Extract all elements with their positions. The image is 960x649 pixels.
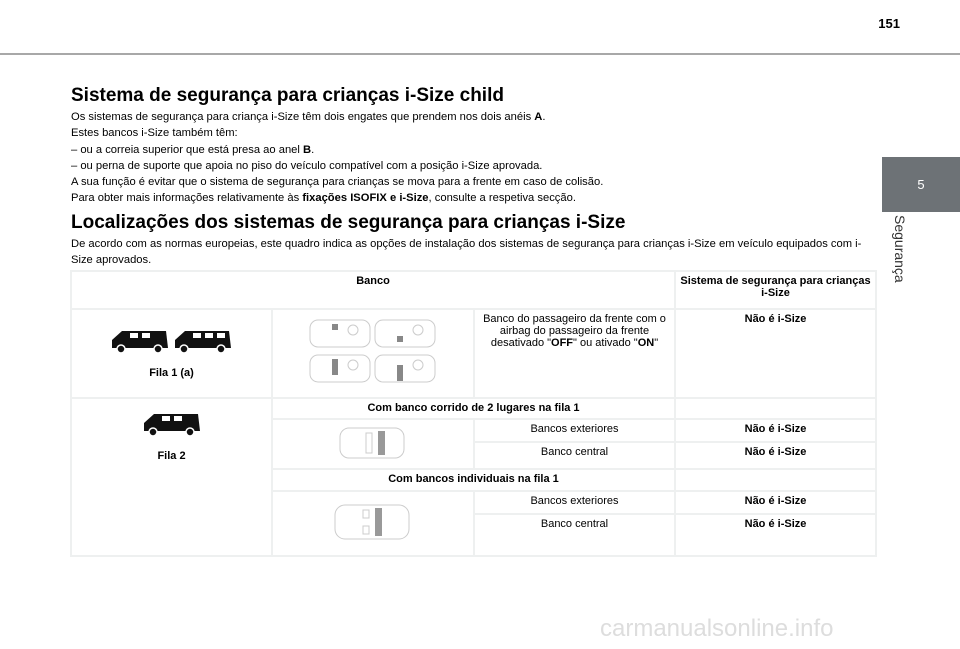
body-line: – ou a correia superior que está presa ao anel B. (71, 143, 315, 156)
isize-value: Não é i-Size (675, 491, 876, 514)
isize-value: Não é i-Size (675, 514, 876, 556)
section-title: Sistema de segurança para crianças i-Size child (71, 85, 504, 106)
section-title: Localizações dos sistemas de segurança para crianças i-Size (71, 212, 626, 233)
body-line: A sua função é evitar que o sistema de segurança para crianças se mova para a frente em caso de colisão. (71, 176, 604, 189)
seat-diagrams (272, 309, 474, 398)
page-number: 151 (878, 16, 900, 31)
row-label: Fila 1 (a) (149, 367, 194, 379)
body-line: Estes bancos i-Size também têm: (71, 127, 238, 140)
isize-value: Não é i-Size (675, 442, 876, 469)
body-line: Para obter mais informações relativamente às fixações ISOFIX e i-Size, consulte a respetiva secção. (71, 192, 576, 205)
empty-cell (675, 469, 876, 491)
body-line: Os sistemas de segurança para criança i-Size têm dois engates que prendem nos dois anéis A. (71, 111, 546, 123)
empty-cell (675, 398, 876, 419)
row1-label-cell (71, 309, 272, 398)
body-line: – ou perna de suporte que apoia no piso do veículo compatível com a posição i-Size aprovada. (71, 159, 543, 172)
header-seat: Banco (71, 271, 675, 309)
isize-value: Não é i-Size (675, 309, 876, 398)
isize-value: Não é i-Size (675, 419, 876, 442)
bench-seat-diagram (272, 419, 474, 469)
isize-table (70, 270, 877, 557)
van-icons (76, 328, 267, 357)
header-divider (0, 53, 960, 55)
van-icon (110, 328, 170, 354)
header-system: Sistema de segurança para crianças i-Size (675, 271, 876, 309)
watermark: carmanualsonline.info (600, 615, 834, 642)
group-title: Com banco corrido de 2 lugares na fila 1 (272, 398, 675, 419)
van-icon (173, 328, 233, 354)
section-body (71, 109, 871, 207)
seat-layout-diagram (308, 317, 438, 387)
seat-name: Banco central (474, 514, 675, 556)
seat-name: Banco central (474, 442, 675, 469)
group-title: Com bancos individuais na fila 1 (272, 469, 675, 491)
seat-name: Bancos exteriores (474, 491, 675, 514)
chapter-title-text: Segurança (892, 215, 908, 283)
chapter-title (890, 215, 912, 305)
row-label: Fila 2 (157, 450, 186, 462)
individual-seat-diagram (272, 491, 474, 556)
row1-description: Banco do passageiro da frente com o airbag do passageiro da frente desativado "OFF" ou ativado "ON" (474, 309, 675, 398)
section-intro: De acordo com as normas europeias, este quadro indica as opções de instalação dos sistemas de segurança para crianças i-Size em veículo equipados com i-Size aprovados. (71, 238, 862, 267)
row2-label-cell (71, 398, 272, 556)
seat-name: Bancos exteriores (474, 419, 675, 442)
chapter-tab[interactable]: 5 (882, 157, 960, 212)
van-icon (142, 411, 202, 437)
